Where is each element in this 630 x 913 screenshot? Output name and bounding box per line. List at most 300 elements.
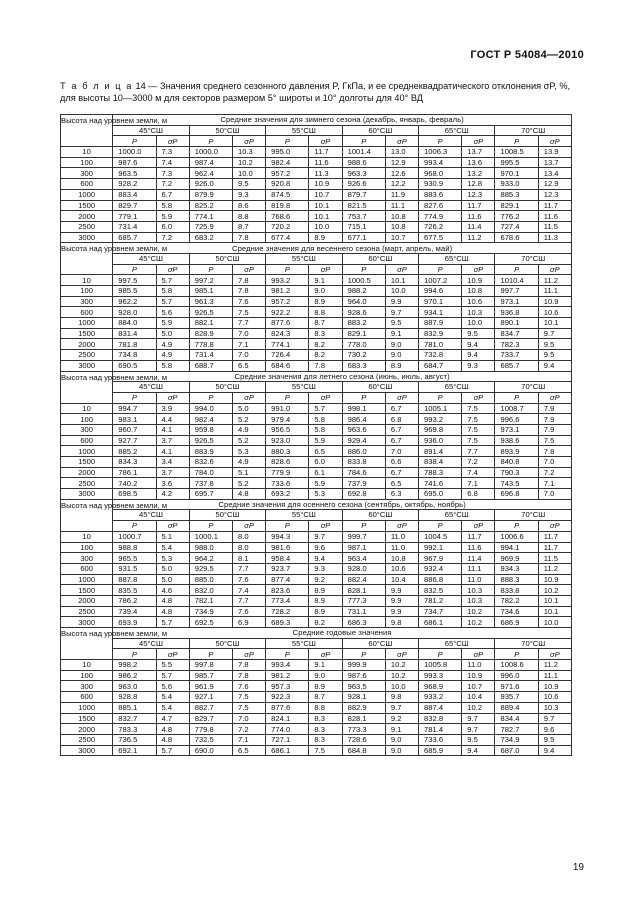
pressure-cell: 685.7 xyxy=(495,360,538,371)
pressure-symbol: P xyxy=(113,264,156,275)
sigma-cell: 12.2 xyxy=(385,179,418,190)
pressure-cell: 933.0 xyxy=(495,179,538,190)
sigma-cell: 5.7 xyxy=(156,296,189,307)
table-row xyxy=(61,670,572,681)
sigma-cell: 10.6 xyxy=(462,296,495,307)
height-cell: 600 xyxy=(61,179,113,190)
pressure-cell: 734.6 xyxy=(495,606,538,617)
pressure-cell: 985.7 xyxy=(189,670,232,681)
height-cell: 2000 xyxy=(61,724,113,735)
pressure-cell: 982.4 xyxy=(266,157,309,168)
height-cell: 2500 xyxy=(61,350,113,361)
sigma-symbol: σP xyxy=(462,521,495,532)
pressure-cell: 979.4 xyxy=(266,414,309,425)
sigma-symbol: σP xyxy=(538,392,571,403)
table-row xyxy=(61,318,572,329)
sigma-cell: 10.9 xyxy=(538,296,571,307)
pressure-symbol: P xyxy=(342,136,385,147)
sigma-cell: 5.1 xyxy=(156,531,189,542)
sigma-cell: 11.3 xyxy=(309,168,342,179)
table-row xyxy=(61,147,572,158)
height-cell: 1000 xyxy=(61,702,113,713)
sigma-cell: 5.2 xyxy=(232,435,265,446)
sigma-cell: 9.0 xyxy=(385,745,418,756)
sigma-cell: 7.1 xyxy=(232,734,265,745)
pressure-cell: 993.3 xyxy=(419,670,462,681)
pressure-cell: 920.8 xyxy=(266,179,309,190)
pressure-cell: 973.1 xyxy=(495,424,538,435)
height-cell: 2000 xyxy=(61,467,113,478)
pressure-symbol: P xyxy=(419,392,462,403)
pressure-cell: 819.8 xyxy=(266,200,309,211)
pressure-cell: 888.3 xyxy=(495,574,538,585)
pressure-cell: 1004.5 xyxy=(419,531,462,542)
sigma-cell: 10.9 xyxy=(538,574,571,585)
pressure-cell: 733.7 xyxy=(495,350,538,361)
sigma-cell: 5.0 xyxy=(156,328,189,339)
pressure-cell: 824.3 xyxy=(266,328,309,339)
sigma-cell: 9.1 xyxy=(309,275,342,286)
pressure-cell: 684.6 xyxy=(266,360,309,371)
table-row xyxy=(61,424,572,435)
sigma-cell: 10.1 xyxy=(309,200,342,211)
sigma-cell: 13.6 xyxy=(462,157,495,168)
sigma-symbol: σP xyxy=(309,649,342,660)
sigma-cell: 7.5 xyxy=(232,307,265,318)
pressure-symbol: P xyxy=(419,264,462,275)
table-row xyxy=(61,286,572,297)
pressure-symbol: P xyxy=(189,392,232,403)
sigma-cell: 5.8 xyxy=(156,286,189,297)
pressure-cell: 886.8 xyxy=(419,574,462,585)
table-row xyxy=(61,606,572,617)
sigma-cell: 5.9 xyxy=(309,435,342,446)
sigma-cell: 9.2 xyxy=(385,713,418,724)
sigma-symbol: σP xyxy=(232,136,265,147)
pressure-symbol: P xyxy=(189,264,232,275)
pressure-cell: 692.1 xyxy=(113,745,156,756)
sigma-cell: 10.7 xyxy=(309,189,342,200)
pressure-cell: 934.3 xyxy=(495,563,538,574)
pressure-symbol: P xyxy=(113,136,156,147)
section-title: Средние значения для летнего сезона (июнь, июль, август) xyxy=(113,371,572,382)
pressure-cell: 926.5 xyxy=(189,307,232,318)
pressure-cell: 993.4 xyxy=(266,660,309,671)
section-title: Средние значения для зимнего сезона (декабрь, январь, февраль) xyxy=(113,115,572,126)
pressure-cell: 1006.6 xyxy=(495,531,538,542)
pressure-symbol: P xyxy=(419,136,462,147)
pressure-cell: 968.9 xyxy=(419,681,462,692)
sigma-cell: 5.7 xyxy=(156,617,189,628)
sigma-cell: 10.0 xyxy=(462,318,495,329)
pressure-cell: 829.1 xyxy=(342,328,385,339)
sigma-cell: 5.6 xyxy=(156,681,189,692)
pressure-cell: 1000.5 xyxy=(342,275,385,286)
table-row xyxy=(61,542,572,553)
sigma-cell: 11.0 xyxy=(462,574,495,585)
height-cell: 2500 xyxy=(61,478,113,489)
sigma-cell: 11.1 xyxy=(538,286,571,297)
pressure-cell: 957.2 xyxy=(266,168,309,179)
sigma-cell: 9.7 xyxy=(385,307,418,318)
sigma-symbol: σP xyxy=(232,392,265,403)
pressure-cell: 999.9 xyxy=(342,660,385,671)
table-row xyxy=(61,211,572,222)
pressure-cell: 776.2 xyxy=(495,211,538,222)
pressure-cell: 998.1 xyxy=(342,403,385,414)
pressure-cell: 1005.1 xyxy=(419,403,462,414)
pressure-symbol: P xyxy=(189,649,232,660)
pressure-cell: 994.3 xyxy=(266,531,309,542)
pressure-cell: 922.3 xyxy=(266,692,309,703)
table-row xyxy=(61,339,572,350)
latitude-header: 60°СШ xyxy=(342,510,418,521)
sigma-cell: 8.9 xyxy=(309,681,342,692)
pressure-cell: 685.9 xyxy=(419,745,462,756)
table-row xyxy=(61,275,572,286)
pressure-cell: 883.2 xyxy=(342,318,385,329)
pressure-cell: 774.9 xyxy=(419,211,462,222)
pressure-cell: 923.0 xyxy=(266,435,309,446)
pressure-cell: 832.9 xyxy=(419,328,462,339)
latitude-header: 65°СШ xyxy=(419,510,495,521)
sigma-cell: 7.5 xyxy=(462,435,495,446)
sigma-cell: 10.2 xyxy=(385,660,418,671)
pressure-cell: 730.2 xyxy=(342,350,385,361)
pressure-symbol: P xyxy=(419,649,462,660)
pressure-cell: 741.6 xyxy=(419,478,462,489)
sigma-cell: 11.7 xyxy=(538,200,571,211)
pressure-cell: 715.1 xyxy=(342,221,385,232)
pressure-cell: 956.5 xyxy=(266,424,309,435)
pressure-cell: 882.1 xyxy=(189,318,232,329)
height-cell: 600 xyxy=(61,435,113,446)
pressure-symbol: P xyxy=(113,392,156,403)
pressure-symbol: P xyxy=(342,392,385,403)
pressure-cell: 994.7 xyxy=(113,403,156,414)
sigma-cell: 9.4 xyxy=(538,745,571,756)
latitude-row xyxy=(61,638,572,649)
sigma-cell: 9.3 xyxy=(232,189,265,200)
pressure-cell: 683.3 xyxy=(342,360,385,371)
pressure-symbol: P xyxy=(342,521,385,532)
sigma-cell: 9.8 xyxy=(385,692,418,703)
sigma-cell: 6.7 xyxy=(156,189,189,200)
sigma-cell: 10.3 xyxy=(462,307,495,318)
sigma-cell: 8.7 xyxy=(309,318,342,329)
sigma-cell: 5.7 xyxy=(309,403,342,414)
pressure-cell: 686.1 xyxy=(419,617,462,628)
pressure-cell: 677.5 xyxy=(419,232,462,243)
pressure-cell: 1001.4 xyxy=(342,147,385,158)
sigma-cell: 9.1 xyxy=(309,660,342,671)
sigma-cell: 11.7 xyxy=(538,542,571,553)
symbol-row xyxy=(61,392,572,403)
table-row xyxy=(61,553,572,564)
sigma-cell: 6.1 xyxy=(309,467,342,478)
sigma-cell: 4.9 xyxy=(156,339,189,350)
sigma-cell: 8.9 xyxy=(385,360,418,371)
sigma-cell: 5.7 xyxy=(156,275,189,286)
sigma-cell: 7.5 xyxy=(462,424,495,435)
pressure-cell: 997.8 xyxy=(189,660,232,671)
sigma-cell: 10.2 xyxy=(462,617,495,628)
height-cell: 1500 xyxy=(61,713,113,724)
sigma-cell: 4.9 xyxy=(156,350,189,361)
latitude-header: 55°СШ xyxy=(266,382,342,393)
pressure-cell: 768.6 xyxy=(266,211,309,222)
sigma-cell: 5.7 xyxy=(156,745,189,756)
pressure-cell: 831.4 xyxy=(113,328,156,339)
sigma-cell: 11.4 xyxy=(462,553,495,564)
table-row xyxy=(61,403,572,414)
sigma-cell: 9.4 xyxy=(462,339,495,350)
pressure-cell: 686.9 xyxy=(495,617,538,628)
sigma-cell: 10.7 xyxy=(385,232,418,243)
pressure-cell: 987.6 xyxy=(342,670,385,681)
sigma-cell: 5.3 xyxy=(156,553,189,564)
pressure-symbol: P xyxy=(495,521,538,532)
sigma-cell: 10.0 xyxy=(232,168,265,179)
table-row xyxy=(61,168,572,179)
table-row xyxy=(61,713,572,724)
sigma-cell: 7.5 xyxy=(538,435,571,446)
sigma-cell: 11.2 xyxy=(462,232,495,243)
table-row xyxy=(61,200,572,211)
height-cell: 2000 xyxy=(61,339,113,350)
pressure-cell: 928.0 xyxy=(342,563,385,574)
sigma-symbol: σP xyxy=(462,649,495,660)
table-row xyxy=(61,350,572,361)
pressure-cell: 889.4 xyxy=(495,702,538,713)
pressure-cell: 733.6 xyxy=(419,734,462,745)
sigma-cell: 8.3 xyxy=(309,724,342,735)
pressure-cell: 774.1 xyxy=(266,339,309,350)
pressure-cell: 828.1 xyxy=(342,713,385,724)
latitude-row xyxy=(61,510,572,521)
pressure-cell: 994.1 xyxy=(495,542,538,553)
sigma-symbol: σP xyxy=(309,521,342,532)
height-cell: 10 xyxy=(61,275,113,286)
sigma-cell: 7.3 xyxy=(156,147,189,158)
sigma-cell: 7.0 xyxy=(232,713,265,724)
sigma-cell: 7.6 xyxy=(232,296,265,307)
pressure-symbol: P xyxy=(419,521,462,532)
sigma-cell: 7.0 xyxy=(232,350,265,361)
table-row xyxy=(61,360,572,371)
sigma-cell: 10.9 xyxy=(538,681,571,692)
section-title: Средние годовые значения xyxy=(113,628,572,639)
pressure-cell: 991.0 xyxy=(266,403,309,414)
table-row xyxy=(61,435,572,446)
table-caption xyxy=(60,80,580,104)
sigma-cell: 5.0 xyxy=(156,574,189,585)
sigma-cell: 10.1 xyxy=(538,595,571,606)
latitude-header: 45°СШ xyxy=(113,253,189,264)
latitude-header: 65°СШ xyxy=(419,125,495,136)
sigma-cell: 5.4 xyxy=(156,702,189,713)
latitude-header: 70°СШ xyxy=(495,253,572,264)
table-row xyxy=(61,702,572,713)
sigma-cell: 9.8 xyxy=(385,617,418,628)
sigma-cell: 6.5 xyxy=(232,360,265,371)
sigma-cell: 6.0 xyxy=(309,457,342,468)
pressure-cell: 727.1 xyxy=(266,734,309,745)
sigma-cell: 11.1 xyxy=(538,670,571,681)
sigma-cell: 10.8 xyxy=(385,211,418,222)
pressure-cell: 993.4 xyxy=(419,157,462,168)
sigma-cell: 9.4 xyxy=(538,360,571,371)
latitude-header: 45°СШ xyxy=(113,638,189,649)
table-row xyxy=(61,595,572,606)
sigma-cell: 13.4 xyxy=(538,168,571,179)
sigma-cell: 9.5 xyxy=(538,734,571,745)
height-cell: 3000 xyxy=(61,617,113,628)
latitude-header: 65°СШ xyxy=(419,382,495,393)
latitude-header: 50°СШ xyxy=(189,125,265,136)
sigma-cell: 5.4 xyxy=(156,692,189,703)
pressure-cell: 677.4 xyxy=(266,232,309,243)
height-cell: 1000 xyxy=(61,574,113,585)
pressure-cell: 935.7 xyxy=(495,692,538,703)
pressure-cell: 929.4 xyxy=(342,435,385,446)
pressure-cell: 678.6 xyxy=(495,232,538,243)
pressure-cell: 690.5 xyxy=(113,360,156,371)
pressure-cell: 883.6 xyxy=(419,189,462,200)
pressure-cell: 1006.3 xyxy=(419,147,462,158)
sigma-cell: 10.3 xyxy=(462,585,495,596)
sigma-cell: 5.9 xyxy=(156,318,189,329)
pressure-cell: 970.1 xyxy=(419,296,462,307)
sigma-cell: 9.9 xyxy=(385,296,418,307)
height-cell: 100 xyxy=(61,542,113,553)
latitude-header: 50°СШ xyxy=(189,253,265,264)
sigma-cell: 12.3 xyxy=(538,189,571,200)
pressure-symbol: P xyxy=(266,264,309,275)
sigma-cell: 11.2 xyxy=(538,563,571,574)
pressure-cell: 777.3 xyxy=(342,595,385,606)
sigma-symbol: σP xyxy=(309,392,342,403)
latitude-header: 55°СШ xyxy=(266,510,342,521)
sigma-cell: 8.7 xyxy=(232,221,265,232)
latitude-header: 60°СШ xyxy=(342,125,418,136)
sigma-cell: 7.4 xyxy=(156,157,189,168)
pressure-symbol: P xyxy=(266,136,309,147)
height-cell: 1500 xyxy=(61,328,113,339)
pressure-cell: 874.5 xyxy=(266,189,309,200)
sigma-cell: 7.6 xyxy=(232,681,265,692)
pressure-cell: 688.7 xyxy=(189,360,232,371)
sigma-cell: 7.9 xyxy=(538,403,571,414)
pressure-cell: 960.7 xyxy=(113,424,156,435)
latitude-header: 60°СШ xyxy=(342,382,418,393)
pressure-cell: 834.7 xyxy=(495,328,538,339)
pressure-cell: 781.8 xyxy=(113,339,156,350)
pressure-cell: 883.4 xyxy=(113,189,156,200)
sigma-symbol: σP xyxy=(385,649,418,660)
pressure-cell: 986.4 xyxy=(342,414,385,425)
sigma-cell: 6.8 xyxy=(462,489,495,500)
pressure-cell: 973.1 xyxy=(495,296,538,307)
sigma-cell: 11.9 xyxy=(385,189,418,200)
pressure-cell: 677.1 xyxy=(342,232,385,243)
sigma-cell: 10.6 xyxy=(538,307,571,318)
pressure-cell: 779.8 xyxy=(189,724,232,735)
sigma-cell: 9.5 xyxy=(462,734,495,745)
section-title: Средние значения для весеннего сезона (март, апрель, май) xyxy=(113,243,572,254)
height-cell: 300 xyxy=(61,681,113,692)
pressure-cell: 963.6 xyxy=(342,424,385,435)
sigma-cell: 8.9 xyxy=(309,296,342,307)
sigma-cell: 10.1 xyxy=(385,275,418,286)
pressure-cell: 782.2 xyxy=(495,595,538,606)
pressure-cell: 965.5 xyxy=(113,553,156,564)
sigma-cell: 9.0 xyxy=(309,286,342,297)
height-cell: 1000 xyxy=(61,446,113,457)
pressure-cell: 964.0 xyxy=(342,296,385,307)
pressure-cell: 728.6 xyxy=(342,734,385,745)
sigma-cell: 9.4 xyxy=(462,745,495,756)
pressure-cell: 835.5 xyxy=(113,585,156,596)
pressure-symbol: P xyxy=(342,649,385,660)
height-header: Высота над уровнем земли, м xyxy=(61,243,113,275)
pressure-cell: 929.5 xyxy=(189,563,232,574)
pressure-cell: 829.7 xyxy=(113,200,156,211)
sigma-cell: 7.2 xyxy=(156,179,189,190)
pressure-cell: 885.0 xyxy=(189,574,232,585)
sigma-cell: 9.7 xyxy=(385,702,418,713)
sigma-cell: 7.5 xyxy=(462,414,495,425)
pressure-cell: 825.2 xyxy=(189,200,232,211)
height-cell: 100 xyxy=(61,157,113,168)
sigma-cell: 10.3 xyxy=(232,147,265,158)
height-cell: 1500 xyxy=(61,457,113,468)
sigma-cell: 7.1 xyxy=(462,478,495,489)
sigma-cell: 9.3 xyxy=(309,563,342,574)
height-cell: 10 xyxy=(61,660,113,671)
sigma-cell: 7.6 xyxy=(232,606,265,617)
pressure-cell: 733.6 xyxy=(266,478,309,489)
table-row xyxy=(61,157,572,168)
pressure-cell: 997.2 xyxy=(189,275,232,286)
pressure-cell: 882.4 xyxy=(342,574,385,585)
pressure-cell: 698.5 xyxy=(113,489,156,500)
sigma-cell: 7.7 xyxy=(232,563,265,574)
pressure-symbol: P xyxy=(266,392,309,403)
sigma-cell: 6.7 xyxy=(385,403,418,414)
sigma-symbol: σP xyxy=(462,392,495,403)
pressure-cell: 963.0 xyxy=(113,681,156,692)
pressure-cell: 987.1 xyxy=(342,542,385,553)
pressure-cell: 967.9 xyxy=(419,553,462,564)
sigma-cell: 7.8 xyxy=(538,446,571,457)
sigma-cell: 8.3 xyxy=(309,328,342,339)
sigma-cell: 8.9 xyxy=(309,595,342,606)
height-cell: 300 xyxy=(61,553,113,564)
sigma-cell: 4.1 xyxy=(156,424,189,435)
pressure-cell: 883.9 xyxy=(189,446,232,457)
pressure-cell: 927.1 xyxy=(189,692,232,703)
sigma-symbol: σP xyxy=(232,521,265,532)
sigma-cell: 11.6 xyxy=(462,211,495,222)
height-cell: 600 xyxy=(61,692,113,703)
pressure-cell: 983.1 xyxy=(113,414,156,425)
sigma-cell: 10.9 xyxy=(309,179,342,190)
pressure-cell: 781.2 xyxy=(419,595,462,606)
pressure-symbol: P xyxy=(189,136,232,147)
pressure-cell: 993.2 xyxy=(266,275,309,286)
pressure-cell: 985.5 xyxy=(113,286,156,297)
